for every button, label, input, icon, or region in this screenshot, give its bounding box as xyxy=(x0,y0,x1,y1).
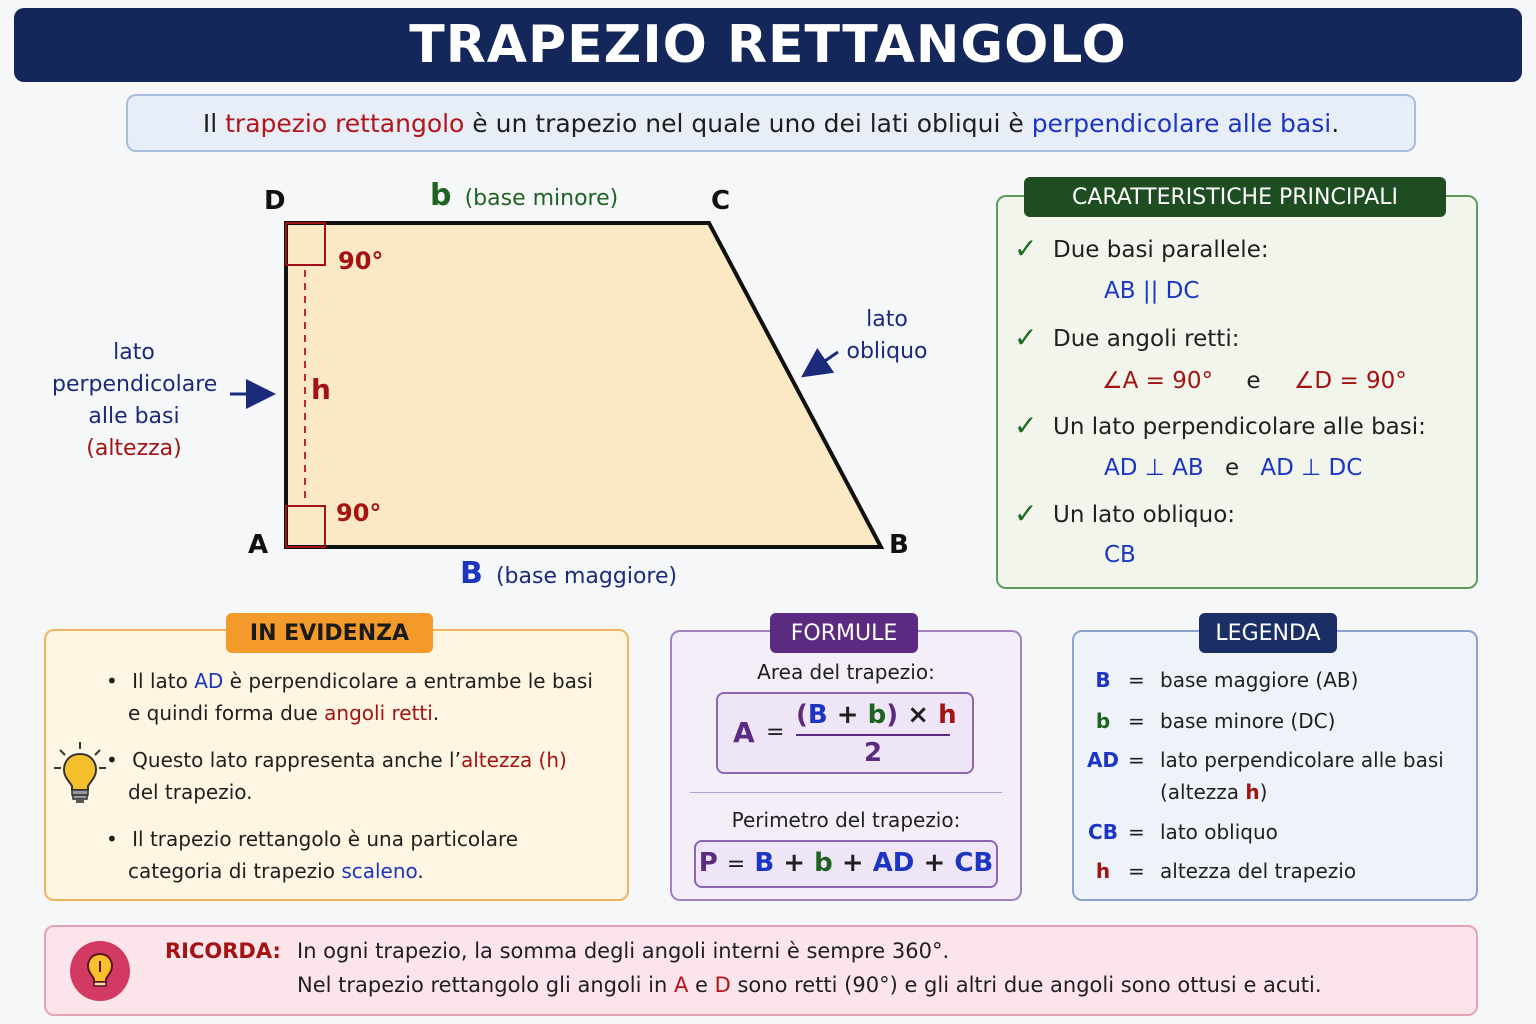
area-denominator: 2 xyxy=(863,738,883,768)
evidence-bullet-2 xyxy=(106,744,567,808)
angle-a-detail: ∠A = 90° xyxy=(1102,368,1214,394)
num-open: ( xyxy=(796,700,808,730)
evidence-bullet-1 xyxy=(106,665,593,729)
legend-sym-h: h xyxy=(1095,859,1111,883)
num-plus: + xyxy=(836,700,859,730)
legend-eq: = xyxy=(1128,709,1145,733)
angle-d-label: 90° xyxy=(338,247,384,275)
reminder-line1: In ogni trapezio, la somma degli angoli interni è sempre 360°. xyxy=(297,939,950,963)
oblique-label-line1: lato xyxy=(866,307,908,332)
bullet-dot: • xyxy=(106,827,118,851)
reminder-label: RICORDA: xyxy=(165,939,281,963)
evid-b1-c: e quindi forma due xyxy=(128,701,325,725)
legend-eq: = xyxy=(1128,859,1145,883)
rem-line2-D: D xyxy=(714,973,731,997)
bullet-dot: • xyxy=(106,669,118,693)
lightbulb-icon xyxy=(70,941,130,1001)
perim-b: b xyxy=(814,848,833,878)
char-item-2-detail xyxy=(1102,368,1407,394)
perimeter-label: Perimetro del trapezio: xyxy=(731,808,961,832)
perim-plus3: + xyxy=(923,848,946,878)
legend-txt-B: base maggiore (AB) xyxy=(1160,668,1359,692)
char-item-3-detail xyxy=(1104,455,1362,481)
legend-eq: = xyxy=(1128,820,1145,844)
evidence-header: IN EVIDENZA xyxy=(226,613,433,653)
char-item-3-sep: e xyxy=(1224,455,1240,481)
legend-sym-b: b xyxy=(1095,709,1111,733)
bottom-base-label xyxy=(460,556,677,591)
rem-line2-b: e xyxy=(688,973,715,997)
angle-a-label: 90° xyxy=(336,499,382,527)
perp-label-line2: perpendicolare xyxy=(52,372,218,397)
definition-part3: . xyxy=(1331,108,1340,138)
definition-part1: Il xyxy=(202,108,226,138)
rem-line2-a: Nel trapezio rettangolo gli angoli in xyxy=(297,973,674,997)
vertex-a-label: A xyxy=(248,530,269,560)
oblique-side-label xyxy=(842,304,932,368)
top-base-label xyxy=(430,178,618,213)
legend-txt-AD: lato perpendicolare alle basi xyxy=(1160,748,1444,772)
bottom-base-letter: B xyxy=(460,556,483,591)
char-item-1-title: Due basi parallele: xyxy=(1053,237,1269,263)
legend-txt-b: base minore (DC) xyxy=(1160,709,1336,733)
perim-eq: = xyxy=(726,852,746,877)
perim-plus2: + xyxy=(841,848,864,878)
evid-b2-term: altezza (h) xyxy=(460,748,567,772)
evid-b2-b: del trapezio. xyxy=(128,780,253,804)
rem-line2-A: A xyxy=(673,973,689,997)
num-h: h xyxy=(938,700,957,730)
num-b: b xyxy=(867,700,887,730)
area-label: Area del trapezio: xyxy=(757,660,935,684)
vertex-c-label: C xyxy=(711,186,731,216)
definition-highlight: perpendicolare alle basi xyxy=(1031,108,1332,138)
evid-b1-b: è perpendicolare a entrambe le basi xyxy=(223,669,593,693)
legend-eq: = xyxy=(1128,748,1145,772)
legend-ad-2h: h xyxy=(1245,780,1260,804)
check-icon: ✓ xyxy=(1014,409,1038,442)
area-numerator xyxy=(796,700,957,730)
legend-sym-CB: CB xyxy=(1088,820,1118,844)
legend-ad-2b: ) xyxy=(1259,780,1268,804)
num-B: B xyxy=(807,700,828,730)
height-label: h xyxy=(311,373,331,406)
characteristics-header: CARATTERISTICHE PRINCIPALI xyxy=(1024,177,1446,217)
page-title: TRAPEZIO RETTANGOLO xyxy=(409,15,1127,75)
bottom-base-text: (base maggiore) xyxy=(495,564,678,589)
definition-term: trapezio rettangolo xyxy=(225,108,465,138)
vertex-d-label: D xyxy=(264,186,286,216)
rem-line2-c: sono retti (90°) e gli altri due angoli sono ottusi e acuti. xyxy=(730,973,1322,997)
char-item-2-sep: e xyxy=(1246,368,1261,394)
num-times: × xyxy=(907,700,930,730)
evid-b1-ad: AD xyxy=(194,669,224,693)
formulas-header: FORMULE xyxy=(770,613,918,653)
area-lhs: A xyxy=(733,716,755,749)
char-item-4-detail: CB xyxy=(1104,542,1136,568)
char-item-3-title: Un lato perpendicolare alle basi: xyxy=(1053,414,1426,440)
evid-b1-a: Il lato xyxy=(132,669,195,693)
perim-AD: AD xyxy=(872,848,915,878)
perimeter-formula xyxy=(694,848,998,878)
top-base-text: (base minore) xyxy=(464,186,619,211)
perim-P: P xyxy=(698,848,718,878)
legend-txt-h: altezza del trapezio xyxy=(1160,859,1357,883)
perp-ad-dc: AD ⊥ DC xyxy=(1260,455,1363,481)
fraction-bar xyxy=(796,734,950,736)
check-icon: ✓ xyxy=(1014,232,1038,265)
formula-divider xyxy=(690,792,1002,793)
char-item-1-detail: AB || DC xyxy=(1104,278,1200,304)
legend-txt-CB: lato obliquo xyxy=(1160,820,1278,844)
check-icon: ✓ xyxy=(1014,497,1038,530)
area-eq: = xyxy=(766,720,785,745)
char-item-4-title: Un lato obliquo: xyxy=(1053,502,1236,528)
evid-b2-a: Questo lato rappresenta anche l’ xyxy=(132,748,461,772)
legend-txt-AD-2 xyxy=(1160,780,1267,804)
legend-header: LEGENDA xyxy=(1199,613,1337,653)
reminder-line2 xyxy=(297,973,1322,997)
char-item-2-title: Due angoli retti: xyxy=(1053,326,1240,352)
definition-part2: è un trapezio nel quale uno dei lati obliqui è xyxy=(464,108,1032,138)
legend-ad-2a: (altezza xyxy=(1160,780,1246,804)
legend-eq: = xyxy=(1128,668,1145,692)
vertex-b-label: B xyxy=(889,530,909,560)
lightbulb-icon xyxy=(52,740,108,810)
evid-b3-b: categoria di trapezio xyxy=(128,859,342,883)
check-icon: ✓ xyxy=(1014,321,1038,354)
perpendicular-side-label xyxy=(52,337,216,465)
evid-b3-term: scaleno xyxy=(341,859,418,883)
oblique-label-line2: obliquo xyxy=(846,339,928,364)
evid-b3-c: . xyxy=(417,859,424,883)
bullet-dot: • xyxy=(106,748,118,772)
perp-label-line1: lato xyxy=(113,340,155,365)
top-base-letter: b xyxy=(430,178,452,213)
evid-b1-d: . xyxy=(432,701,440,725)
perim-B: B xyxy=(754,848,775,878)
evid-b1-term: angoli retti xyxy=(324,701,433,725)
evid-b3-a: Il trapezio rettangolo è una particolare xyxy=(132,827,519,851)
legend-sym-AD: AD xyxy=(1086,748,1120,772)
perp-label-line3: alle basi xyxy=(88,404,180,429)
perp-ad-ab: AD ⊥ AB xyxy=(1104,455,1204,481)
legend-sym-B: B xyxy=(1095,668,1111,692)
angle-d-detail: ∠D = 90° xyxy=(1293,368,1407,394)
right-arrow xyxy=(806,352,838,374)
evidence-bullet-3 xyxy=(106,823,518,887)
perp-label-line4: (altezza) xyxy=(86,436,182,461)
perim-CB: CB xyxy=(954,848,994,878)
perim-plus1: + xyxy=(783,848,806,878)
num-close: ) xyxy=(886,700,899,730)
